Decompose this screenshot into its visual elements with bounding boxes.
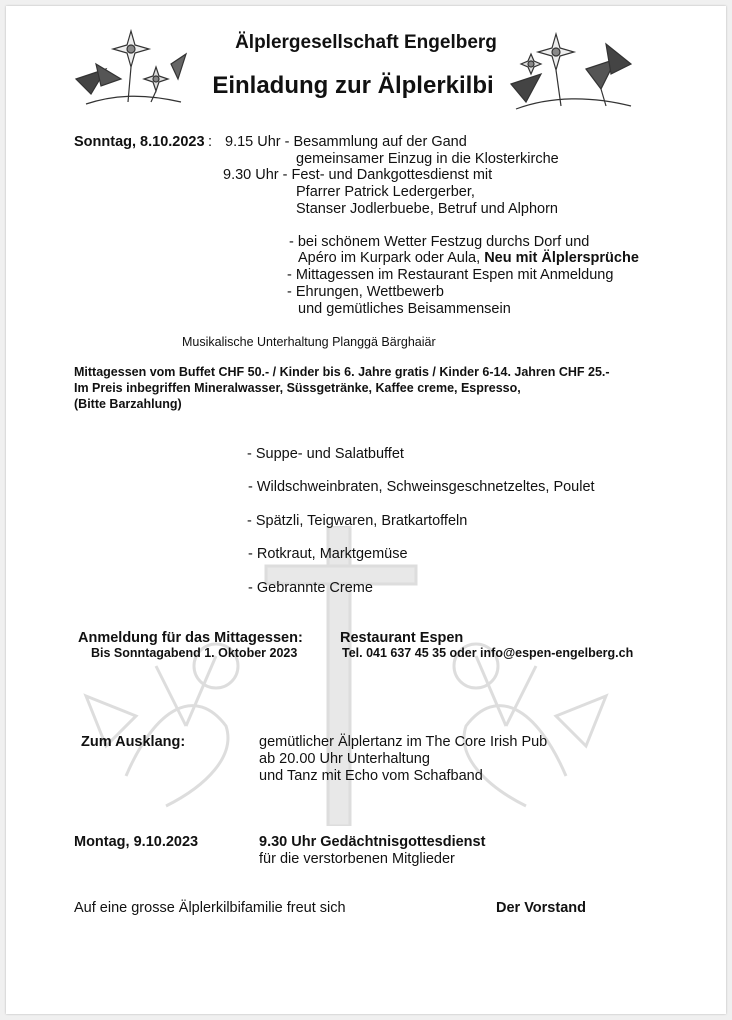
page-title: Einladung zur Älplerkilbi [212, 72, 494, 99]
sunday-item1: 9.15 Uhr - Besammlung auf der Gand [225, 134, 467, 150]
closing-line-3: und Tanz mit Echo vom Schafband [259, 768, 483, 784]
sunday-bullet2: - Mittagessen im Restaurant Espen mit Anmeldung [287, 267, 614, 283]
menu-item: - Suppe- und Salatbuffet [247, 446, 404, 462]
restaurant-contact: Tel. 041 637 45 35 oder info@espen-engelberg.ch [342, 646, 634, 660]
sunday-bullet1-highlight: Neu mit Älplersprüche [484, 250, 639, 266]
closing-line-1: gemütlicher Älplertanz im The Core Irish Pub [259, 734, 548, 750]
sunday-bullet1: - bei schönem Wetter Festzug durchs Dorf und [289, 234, 590, 250]
signature: Der Vorstand [496, 900, 586, 916]
price-line-1: Mittagessen vom Buffet CHF 50.- / Kinder bis 6. Jahre gratis / Kinder 6-14. Jahren CHF 25.- [74, 365, 610, 379]
sunday-date: Sonntag, 8.10.2023 [74, 134, 205, 150]
sunday-bullet3: - Ehrungen, Wettbewerb [287, 284, 444, 300]
registration-deadline: Bis Sonntagabend 1. Oktober 2023 [91, 646, 298, 660]
invitation-page [6, 6, 726, 1014]
closing-line-2: ab 20.00 Uhr Unterhaltung [259, 751, 430, 767]
monday-line-2: für die verstorbenen Mitglieder [259, 851, 455, 867]
footer-text: Auf eine grosse Älplerkilbifamilie freut sich [74, 900, 346, 916]
sunday-bullet1-text: Apéro im Kurpark oder Aula, [298, 250, 485, 266]
monday-date: Montag, 9.10.2023 [74, 834, 199, 850]
registration-label: Anmeldung für das Mittagessen: [78, 630, 303, 646]
sunday-item2-cont1: Pfarrer Patrick Ledergerber, [296, 184, 475, 200]
closing-label: Zum Ausklang: [81, 734, 186, 750]
monday-line-1: 9.30 Uhr Gedächtnisgottesdienst [259, 834, 486, 850]
restaurant-name: Restaurant Espen [340, 630, 464, 646]
sunday-bullet1-cont [298, 250, 639, 266]
sunday-bullet3-cont: und gemütliches Beisammensein [298, 301, 511, 317]
sunday-item2: 9.30 Uhr - Fest- und Dankgottesdienst mit [223, 167, 493, 183]
menu-item: - Wildschweinbraten, Schweinsgeschnetzeltes, Poulet [248, 479, 595, 495]
organization-name: Älplergesellschaft Engelberg [235, 32, 497, 53]
sunday-colon: : [208, 134, 213, 150]
sunday-item1-cont: gemeinsamer Einzug in die Klosterkirche [296, 151, 559, 167]
price-line-2: Im Preis inbegriffen Mineralwasser, Süssgetränke, Kaffee creme, Espresso, [74, 381, 521, 395]
price-line-3: (Bitte Barzahlung) [74, 397, 182, 411]
music-note: Musikalische Unterhaltung Planggä Bärghaiär [182, 335, 436, 349]
menu-item: - Spätzli, Teigwaren, Bratkartoffeln [247, 513, 468, 529]
sunday-item2-cont2: Stanser Jodlerbuebe, Betruf und Alphorn [296, 201, 558, 217]
menu-item: - Rotkraut, Marktgemüse [248, 546, 408, 562]
menu-item: - Gebrannte Creme [248, 580, 373, 596]
